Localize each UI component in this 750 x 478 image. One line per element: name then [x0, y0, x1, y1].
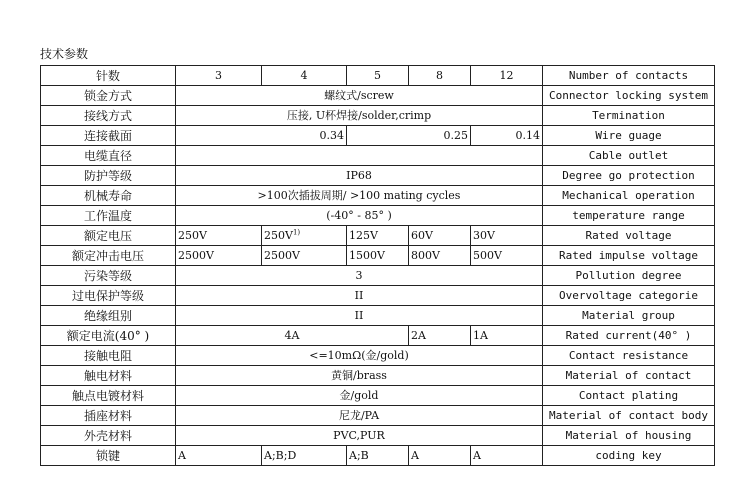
row-label: 外壳材料 [41, 426, 176, 446]
row-label-en: Degree go protection [543, 166, 715, 186]
table-row [41, 186, 715, 206]
row-label-en: Material of housing [543, 426, 715, 446]
table-cell [176, 146, 543, 166]
table-cell: 0.25 [347, 126, 471, 146]
table-cell [262, 226, 347, 246]
table-cell: 0.14 [471, 126, 543, 146]
row-label: 过电保护等级 [41, 286, 176, 306]
table-row [41, 326, 715, 346]
table-cell: (-40° - 85° ) [176, 206, 543, 226]
table-cell: IP68 [176, 166, 543, 186]
table-row [41, 306, 715, 326]
table-row [41, 86, 715, 106]
table-cell: 2500V [262, 246, 347, 266]
table-cell: A;B;D [262, 446, 347, 466]
table-row [41, 126, 715, 146]
row-label: 接触电阻 [41, 346, 176, 366]
table-cell: 0.34 [176, 126, 347, 146]
table-cell: 4 [262, 66, 347, 86]
table-row [41, 406, 715, 426]
table-cell: PVC,PUR [176, 426, 543, 446]
row-label-en: Pollution degree [543, 266, 715, 286]
table-row [41, 246, 715, 266]
row-label-en: Material of contact [543, 366, 715, 386]
row-label: 防护等级 [41, 166, 176, 186]
table-cell: 5 [347, 66, 409, 86]
table-row [41, 166, 715, 186]
table-row [41, 366, 715, 386]
table-cell: 8 [409, 66, 471, 86]
row-label-en: Contact plating [543, 386, 715, 406]
row-label-en: Rated current(40° ) [543, 326, 715, 346]
row-label-en: Material of contact body [543, 406, 715, 426]
table-cell: 250V [176, 226, 262, 246]
table-row [41, 226, 715, 246]
table-cell: 压接, U杯焊接/solder,crimp [176, 106, 543, 126]
row-label: 接线方式 [41, 106, 176, 126]
table-cell: <=10mΩ(金/gold) [176, 346, 543, 366]
row-label: 插座材料 [41, 406, 176, 426]
section-heading: 技术参数 [40, 47, 89, 61]
row-label: 机械寿命 [41, 186, 176, 206]
row-label: 连接截面 [41, 126, 176, 146]
spec-table [40, 65, 715, 466]
table-row [41, 146, 715, 166]
row-label-en: Connector locking system [543, 86, 715, 106]
row-label-en: Termination [543, 106, 715, 126]
table-cell: 金/gold [176, 386, 543, 406]
row-label-en: Overvoltage categorie [543, 286, 715, 306]
table-cell: 尼龙/PA [176, 406, 543, 426]
table-cell: 4A [176, 326, 409, 346]
cell-value: 250V [264, 228, 293, 242]
row-label-en: Mechanical operation [543, 186, 715, 206]
table-row [41, 426, 715, 446]
table-cell: >100次插拔周期/ >100 mating cycles [176, 186, 543, 206]
table-row [41, 446, 715, 466]
row-label: 污染等级 [41, 266, 176, 286]
row-label-en: temperature range [543, 206, 715, 226]
row-label: 锁键 [41, 446, 176, 466]
row-label: 额定冲击电压 [41, 246, 176, 266]
row-label: 工作温度 [41, 206, 176, 226]
table-cell: A [471, 446, 543, 466]
table-cell: 3 [176, 66, 262, 86]
row-label: 额定电流(40° ) [41, 326, 176, 346]
table-row [41, 346, 715, 366]
row-label: 锁金方式 [41, 86, 176, 106]
row-label-en: Rated impulse voltage [543, 246, 715, 266]
row-label: 针数 [41, 66, 176, 86]
row-label-en: Material group [543, 306, 715, 326]
row-label-en: Wire guage [543, 126, 715, 146]
row-label: 额定电压 [41, 226, 176, 246]
row-label-en: Number of contacts [543, 66, 715, 86]
table-cell: A;B [347, 446, 409, 466]
row-label-en: Cable outlet [543, 146, 715, 166]
row-label: 触点电镀材料 [41, 386, 176, 406]
table-cell: 黄铜/brass [176, 366, 543, 386]
table-cell: 800V [409, 246, 471, 266]
table-cell: 500V [471, 246, 543, 266]
row-label-en: coding key [543, 446, 715, 466]
table-cell: II [176, 286, 543, 306]
table-row [41, 286, 715, 306]
table-cell: II [176, 306, 543, 326]
footnote-mark: 1) [292, 227, 301, 236]
table-row [41, 206, 715, 226]
table-row [41, 386, 715, 406]
table-row [41, 66, 715, 86]
table-cell: 螺纹式/screw [176, 86, 543, 106]
table-cell: A [176, 446, 262, 466]
table-cell: A [409, 446, 471, 466]
table-row [41, 106, 715, 126]
row-label: 电缆直径 [41, 146, 176, 166]
table-cell: 1500V [347, 246, 409, 266]
table-cell: 12 [471, 66, 543, 86]
table-cell: 1A [471, 326, 543, 346]
row-label: 触电材料 [41, 366, 176, 386]
table-cell: 3 [176, 266, 543, 286]
row-label-en: Contact resistance [543, 346, 715, 366]
table-cell: 2500V [176, 246, 262, 266]
table-cell: 2A [409, 326, 471, 346]
table-row [41, 266, 715, 286]
table-cell: 125V [347, 226, 409, 246]
row-label-en: Rated voltage [543, 226, 715, 246]
table-cell: 30V [471, 226, 543, 246]
row-label: 绝缘组别 [41, 306, 176, 326]
table-cell: 60V [409, 226, 471, 246]
